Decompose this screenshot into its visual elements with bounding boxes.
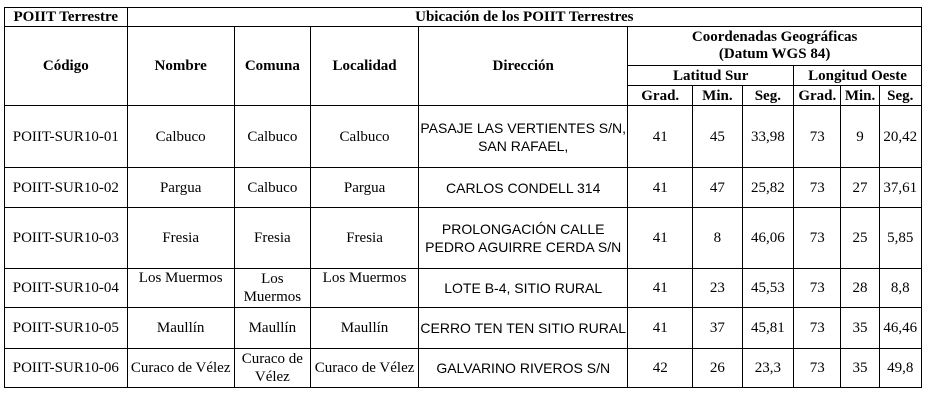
- localidad-cell: Calbuco: [310, 106, 418, 168]
- comuna-cell: Maullín: [234, 308, 310, 349]
- table-row: [5, 168, 922, 208]
- comuna-header: Comuna: [234, 27, 310, 106]
- lon-seg-cell: 20,42: [879, 106, 921, 168]
- comuna-cell: Calbuco: [234, 106, 310, 168]
- comuna-cell: Calbuco: [234, 168, 310, 208]
- direccion-cell: PROLONGACIÓN CALLE PEDRO AGUIRRE CERDA S/N: [419, 208, 628, 269]
- lon-grad-cell: 73: [794, 168, 841, 208]
- nombre-cell: Los Muermos: [127, 269, 234, 308]
- nombre-header: Nombre: [127, 27, 234, 106]
- lon-seg-cell: 46,46: [879, 308, 921, 349]
- lat-min-cell: 23: [693, 269, 742, 308]
- lat-grad-cell: 41: [628, 208, 693, 269]
- lon-grad-header: Grad.: [794, 86, 841, 106]
- direccion-cell: GALVARINO RIVEROS S/N: [419, 349, 628, 388]
- lat-min-cell: 47: [693, 168, 742, 208]
- codigo-cell: POIIT-SUR10-06: [5, 349, 128, 388]
- poiit-terrestre-header: POIIT Terrestre: [5, 8, 128, 27]
- lon-min-cell: 35: [841, 308, 879, 349]
- localidad-cell: Fresia: [310, 208, 418, 269]
- ubicacion-header: Ubicación de los POIIT Terrestres: [127, 8, 921, 27]
- lat-min-cell: 45: [693, 106, 742, 168]
- longitud-header: Longitud Oeste: [794, 66, 922, 86]
- direccion-cell: CARLOS CONDELL 314: [419, 168, 628, 208]
- lon-seg-cell: 37,61: [879, 168, 921, 208]
- nombre-cell: Calbuco: [127, 106, 234, 168]
- nombre-cell: Curaco de Vélez: [127, 349, 234, 388]
- lon-grad-cell: 73: [794, 106, 841, 168]
- lat-seg-header: Seg.: [742, 86, 794, 106]
- lon-min-cell: 28: [841, 269, 879, 308]
- codigo-cell: POIIT-SUR10-05: [5, 308, 128, 349]
- lat-seg-cell: 45,81: [742, 308, 794, 349]
- localidad-cell: Los Muermos: [310, 269, 418, 308]
- latitud-header: Latitud Sur: [628, 66, 794, 86]
- nombre-cell: Maullín: [127, 308, 234, 349]
- table-row: [5, 106, 922, 168]
- coordenadas-title: Coordenadas Geográficas: [691, 29, 858, 45]
- table-row: [5, 349, 922, 388]
- codigo-cell: POIIT-SUR10-01: [5, 106, 128, 168]
- lon-grad-cell: 73: [794, 308, 841, 349]
- lon-min-header: Min.: [841, 86, 879, 106]
- lon-seg-cell: 8,8: [879, 269, 921, 308]
- lat-min-cell: 8: [693, 208, 742, 269]
- lon-grad-cell: 73: [794, 349, 841, 388]
- localidad-cell: Pargua: [310, 168, 418, 208]
- lat-grad-cell: 41: [628, 168, 693, 208]
- codigo-cell: POIIT-SUR10-04: [5, 269, 128, 308]
- coordenadas-header: [628, 27, 922, 66]
- lon-seg-cell: 5,85: [879, 208, 921, 269]
- poiit-table: [4, 7, 922, 388]
- comuna-cell: Curaco de Vélez: [234, 349, 310, 388]
- lat-grad-cell: 41: [628, 308, 693, 349]
- lat-grad-cell: 41: [628, 106, 693, 168]
- lat-grad-cell: 42: [628, 349, 693, 388]
- comuna-cell: Los Muermos: [234, 269, 310, 308]
- localidad-header: Localidad: [310, 27, 418, 106]
- codigo-cell: POIIT-SUR10-02: [5, 168, 128, 208]
- direccion-cell: LOTE B-4, SITIO RURAL: [419, 269, 628, 308]
- lon-seg-cell: 49,8: [879, 349, 921, 388]
- header-row-1: [5, 8, 922, 27]
- table-row: [5, 208, 922, 269]
- lat-grad-header: Grad.: [628, 86, 693, 106]
- lon-grad-cell: 73: [794, 269, 841, 308]
- lon-min-cell: 27: [841, 168, 879, 208]
- lon-min-cell: 25: [841, 208, 879, 269]
- lat-min-cell: 26: [693, 349, 742, 388]
- datum-label: (Datum WGS 84): [718, 46, 831, 62]
- lat-seg-cell: 45,53: [742, 269, 794, 308]
- lat-min-cell: 37: [693, 308, 742, 349]
- lat-grad-cell: 41: [628, 269, 693, 308]
- direccion-cell: PASAJE LAS VERTIENTES S/N, SAN RAFAEL,: [419, 106, 628, 168]
- direccion-cell: CERRO TEN TEN SITIO RURAL: [419, 308, 628, 349]
- lat-seg-cell: 33,98: [742, 106, 794, 168]
- lat-seg-cell: 23,3: [742, 349, 794, 388]
- lat-min-header: Min.: [693, 86, 742, 106]
- header-row-2: [5, 27, 922, 66]
- localidad-cell: Maullín: [310, 308, 418, 349]
- lon-min-cell: 35: [841, 349, 879, 388]
- nombre-cell: Pargua: [127, 168, 234, 208]
- localidad-cell: Curaco de Vélez: [310, 349, 418, 388]
- lon-min-cell: 9: [841, 106, 879, 168]
- nombre-cell: Fresia: [127, 208, 234, 269]
- document-table-wrapper: [4, 7, 922, 388]
- lat-seg-cell: 25,82: [742, 168, 794, 208]
- lat-seg-cell: 46,06: [742, 208, 794, 269]
- lon-grad-cell: 73: [794, 208, 841, 269]
- lon-seg-header: Seg.: [879, 86, 921, 106]
- table-row: [5, 269, 922, 308]
- table-row: [5, 308, 922, 349]
- direccion-header: Dirección: [419, 27, 628, 106]
- codigo-cell: POIIT-SUR10-03: [5, 208, 128, 269]
- codigo-header: Código: [5, 27, 128, 106]
- comuna-cell: Fresia: [234, 208, 310, 269]
